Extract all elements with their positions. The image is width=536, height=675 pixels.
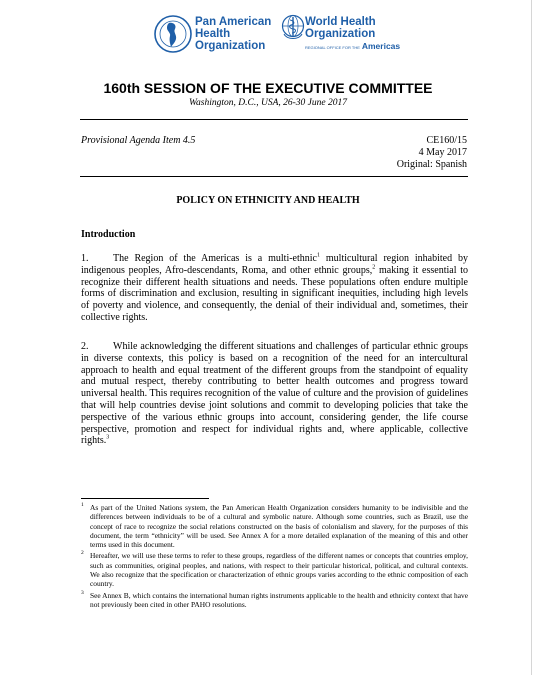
footnote-3: 3 See Annex B, which contains the international human rights instruments applicable to the health and ethnicity context that have not previously been cited in other PAHO resolutions. [81,589,468,609]
agenda-item: Provisional Agenda Item 4.5 [81,135,196,146]
document-title: POLICY ON ETHNICITY AND HEALTH [176,195,360,206]
who-emblem-icon [281,14,305,42]
header-logos [153,14,401,58]
meta-divider [80,176,468,177]
footnote-separator [81,498,209,499]
document-code: CE160/15 [426,135,467,146]
paragraph-2: 2. While acknowledging the different situations and challenges of particular ethnic groups in diverse contexts, this policy is based on a recognition of the need for an intercultural approach to health and equal treatment of the different groups from the standpoint of equality and mutual respect, thereby contributing to better health outcomes and progress toward universal health. This requires recognition of the value of culture and the provision of guidelines that will help countries devise joint solutions and commit to developing policies that take the perspective of the various ethnic groups into account, considering gender, the life course perspective, promotion and respect for individual rights and, where applicable, collective rights.$^3$ [81,341,468,447]
footnote-ref-2: 2 [372,264,376,271]
header-divider [80,119,468,120]
footnotes [81,503,468,611]
paragraph-1: 1. The Region of the Americas is a multi-ethnic$^1$ multicultural region inhabited by indigenous peoples, Afro-descendants, Roma, and other ethnic groups,$^2$ making it essential to recognize their different health situations and needs. These populations often endure multiple forms of discrimination and exclusion, resulting in significant inequities, including high levels of poverty and violence, and consequently, the denial of their individual and, sometimes, their collective rights. [81,252,468,323]
document-meta [397,135,467,171]
session-title: 160th SESSION OF THE EXECUTIVE COMMITTEE [103,80,433,96]
footnote-1: 1 As part of the United Nations system, the Pan American Health Organization considers humanity to be indivisible and the differences between individuals to be of a cultural and symbolic nature. Although some countries, such as Brazil, use the concept of race to recognize the social relations constructed on the basis of colonialism and slavery, for the purposes of this document, the term “ethnicity” will be used. See Annex A for a more detailed explanation of the meaning of this and other terms used in this document. [81,502,468,550]
session-subtitle: Washington, D.C., USA, 26-30 June 2017 [189,98,347,108]
who-name: World Health Organization [305,16,376,40]
footnote-2: 2 Hereafter, we will use these terms to refer to these groups, regardless of the different names or concepts that countries employ, such as communities, original peoples, and nations, with respect to their particular historical, political, and cultural contexts. We also recognize that the specification or characterization of ethnic groups varies according to the ethnic composition of each country. [81,550,468,589]
who-region: REGIONAL OFFICE FOR THE Americas [305,41,401,51]
paragraph-number: 1. [81,253,89,264]
footnote-ref-3: 3 [106,435,110,442]
footnote-ref-1: 1 [317,252,320,259]
document-original-language: Original: Spanish [396,159,467,170]
document-date: 4 May 2017 [418,147,467,158]
paho-name: Pan American Health Organization [195,16,272,52]
paho-logo-icon [153,14,193,54]
paragraph-number: 2. [81,341,89,352]
section-heading: Introduction [81,229,136,240]
